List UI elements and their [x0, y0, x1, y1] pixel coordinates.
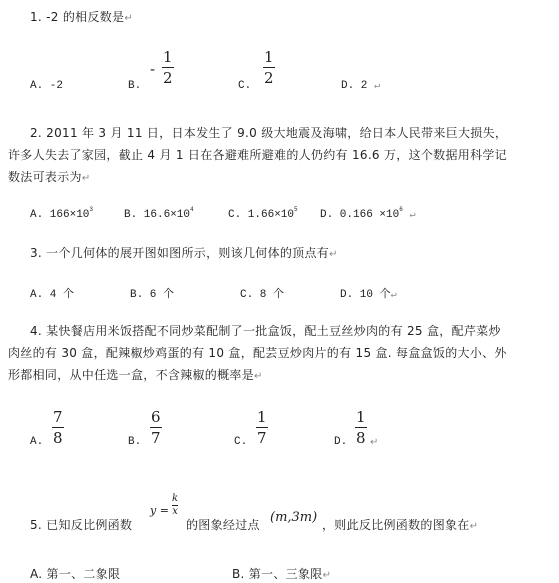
q1-option-a: A. -2 [30, 80, 64, 92]
return-mark: ↵ [322, 570, 332, 581]
q5-stem-post-text: ，则此反比例函数的图象在 [322, 518, 470, 532]
q2-option-a-exponent: 3 [89, 206, 94, 213]
return-mark: ↵ [390, 290, 397, 301]
q3-option-a: A. 4 个 [30, 289, 75, 301]
q5-k-over-x-fraction [172, 494, 178, 517]
return-mark: ↵ [409, 210, 416, 221]
q4-option-c-fraction [256, 410, 268, 446]
q1-option-b-label: B. [128, 80, 142, 92]
return-mark: ↵ [370, 437, 379, 448]
q2-line-3 [8, 168, 91, 185]
fraction-denominator: x [172, 506, 178, 517]
q4-line-2: 肉丝的有 30 盒，配辣椒炒鸡蛋的有 10 盒，配芸豆炒肉片的有 15 盒. 每盒盒饭的大小、外 [8, 346, 507, 360]
q2-option-c [228, 206, 298, 221]
q2-option-d [320, 206, 415, 221]
q2-line-1: 2. 2011 年 3 月 11 日，日本发生了 9.0 级大地震及海啸，给日本人民带来巨大损失， [30, 126, 508, 140]
return-mark: ↵ [469, 521, 479, 532]
q4-option-b-fraction [150, 410, 162, 446]
q3-option-b: B. 6 个 [130, 289, 175, 301]
return-mark: ↵ [124, 13, 134, 24]
return-mark: ↵ [81, 173, 91, 184]
q1-option-c-label: C. [238, 80, 252, 92]
q2-option-b-exponent: 4 [190, 206, 194, 213]
fraction-bar [256, 427, 268, 428]
fraction-numerator: k [172, 493, 179, 504]
fraction-numerator: 1 [356, 408, 366, 426]
q2-option-c-text: C. 1.66×10 [228, 209, 295, 221]
q2-option-c-exponent: 5 [294, 206, 298, 213]
q1-stem [30, 8, 133, 25]
q1-option-c-fraction [263, 50, 275, 86]
q4-option-b-label: B. [128, 436, 142, 448]
fraction-numerator: 1 [163, 48, 173, 66]
q2-option-d-exponent: 6 [399, 206, 403, 213]
q3-stem-text: 3. 一个几何体的展开图如图所示，则该几何体的顶点有 [30, 246, 330, 260]
return-mark: ↵ [329, 249, 338, 260]
fraction-numerator: 7 [53, 408, 63, 426]
q2-option-a [30, 206, 93, 221]
q5-stem-mid: 的图象经过点 [186, 518, 260, 532]
fraction-denominator: 8 [53, 429, 63, 447]
q5-option-a: A. 第一、二象限 [30, 567, 121, 581]
q2-option-b-text: B. 16.6×10 [124, 209, 191, 221]
fraction-denominator: 2 [264, 69, 274, 87]
q5-point: (m,3m) [270, 510, 318, 525]
fraction-denominator: 8 [356, 429, 366, 447]
q4-option-a-fraction [52, 410, 64, 446]
q5-stem-pre: 5. 已知反比例函数 [30, 518, 133, 532]
q5-option-b-text: B. 第一、三象限 [232, 567, 323, 581]
q4-line-3 [8, 366, 263, 383]
q2-line-3-text: 数法可表示为 [8, 170, 82, 184]
q4-option-d-fraction [355, 410, 367, 446]
return-mark: ↵ [254, 371, 263, 382]
q2-option-a-text: A. 166×10 [30, 209, 90, 221]
q5-option-b [232, 565, 331, 582]
q3-stem [30, 244, 338, 261]
q5-y-equals: y = [150, 504, 169, 517]
fraction-denominator: 2 [163, 69, 173, 87]
q4-line-1: 4. 某快餐店用米饭搭配不同炒菜配制了一批盒饭，配土豆丝炒肉的有 25 盒，配芹菜炒 [30, 324, 501, 338]
fraction-bar [355, 427, 367, 428]
fraction-bar [150, 427, 162, 428]
q1-stem-text: 1. -2 的相反数是 [30, 10, 125, 24]
fraction-denominator: 7 [151, 429, 161, 447]
q5-stem-post [322, 516, 478, 533]
q1-option-d [341, 80, 380, 92]
fraction-bar [162, 67, 174, 68]
q4-option-d-label: D. [334, 436, 348, 448]
q1-option-d-text: D. 2 [341, 80, 368, 92]
fraction-numerator: 1 [257, 408, 267, 426]
q2-option-b [124, 206, 194, 221]
fraction-numerator: 6 [151, 408, 161, 426]
q1-option-b-minus: - [150, 60, 156, 78]
fraction-bar [52, 427, 64, 428]
q1-option-b-fraction [162, 50, 174, 86]
return-mark: ↵ [374, 81, 381, 92]
q4-line-3-text: 形都相同，从中任选一盒，不含辣椒的概率是 [8, 368, 255, 382]
fraction-numerator: 1 [264, 48, 274, 66]
q4-option-a-label: A. [30, 436, 44, 448]
q3-option-d [340, 285, 397, 301]
q2-line-2: 许多人失去了家园，截止 4 月 1 日在各避难所避难的人仍约有 16.6 万，这个数据用科学记 [8, 148, 507, 162]
q4-option-c-label: C. [234, 436, 248, 448]
fraction-bar [263, 67, 275, 68]
fraction-denominator: 7 [257, 429, 267, 447]
q2-option-d-text: D. 0.166 ×10 [320, 209, 400, 221]
q3-option-d-text: D. 10 个 [340, 289, 391, 301]
q3-option-c: C. 8 个 [240, 289, 285, 301]
